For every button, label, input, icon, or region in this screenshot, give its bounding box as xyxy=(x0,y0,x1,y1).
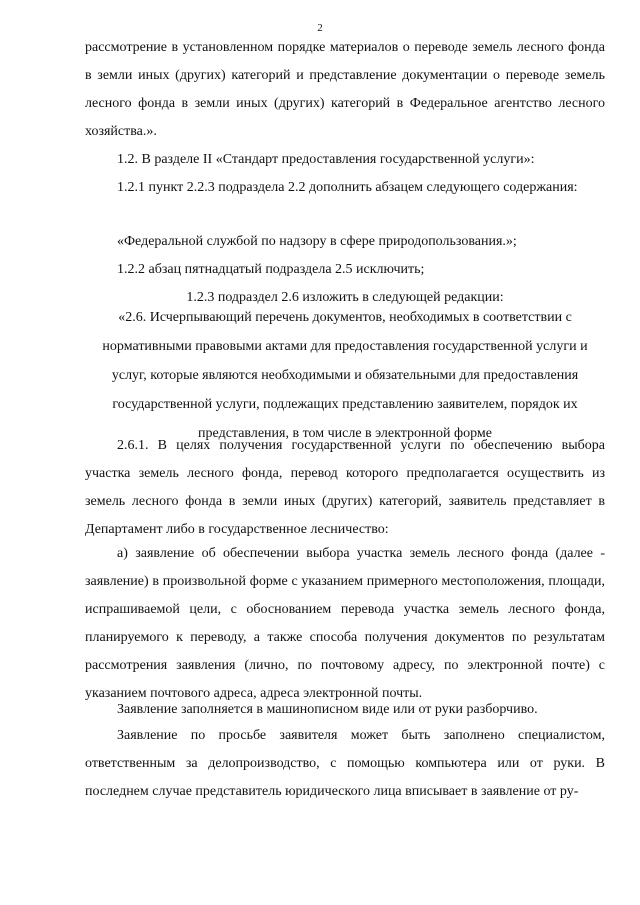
page-number: 2 xyxy=(317,22,323,34)
paragraph-item-a: а) заявление об обеспечении выбора участка земель лесного фонда (далее - заявление) в произвольной форме с указанием примерного местоположения, площади, испрашиваемой цели, с обоснованием перевода участка земель лесного фонда, планируемого к переводу, а также способа получения документов по результатам рассмотрения заявления (лично, по почтовому адресу, по электронной почте) с указанием почтового адреса, адреса электронной почты. xyxy=(85,546,605,701)
paragraph-2-6-1: 2.6.1. В целях получения государственной услуги по обеспечению выбора участка земель лесного фонда, перевод которого предполагается осуществить из земель лесного фонда в земли иных (других) категорий, заявитель представляет в Департамент либо в государственное лесничество: xyxy=(85,438,605,537)
paragraph-form-filling: Заявление заполняется в машинописном виде или от руки разборчиво. xyxy=(117,702,538,717)
paragraph-1-2: 1.2. В разделе II «Стандарт предоставления государственной услуги»: xyxy=(117,152,535,167)
paragraph-specialist: Заявление по просьбе заявителя может быть заполнено специалистом, ответственным за делопроизводство, с помощью компьютера или от руки. В последнем случае представитель юридического лица вписывает в заявление от ру- xyxy=(85,728,605,799)
section-heading-2-6: «2.6. Исчерпывающий перечень документов, необходимых в соответствии с нормативными правовыми актами для предоставления государственной услуги и услуг, которые являются необходимыми и обязательными для предоставления государственной услуги, подлежащих представлению заявителем, порядок их представления, в том числе в электронной форме xyxy=(102,310,588,441)
paragraph-1-2-2: 1.2.2 абзац пятнадцатый подраздела 2.5 исключить; xyxy=(117,262,425,277)
paragraph-continuation: рассмотрение в установленном порядке материалов о переводе земель лесного фонда в земли иных (других) категорий и представление документации о переводе земель лесного фонда в земли иных (других) категорий в Федеральное агентство лесного хозяйства.». xyxy=(85,40,605,139)
paragraph-1-2-1: 1.2.1 пункт 2.2.3 подраздела 2.2 дополнить абзацем следующего содержания: xyxy=(117,180,578,195)
paragraph-quote-service: «Федеральной службой по надзору в сфере природопользования.»; xyxy=(117,234,517,249)
paragraph-1-2-3: 1.2.3 подраздел 2.6 изложить в следующей редакции: xyxy=(186,290,504,305)
